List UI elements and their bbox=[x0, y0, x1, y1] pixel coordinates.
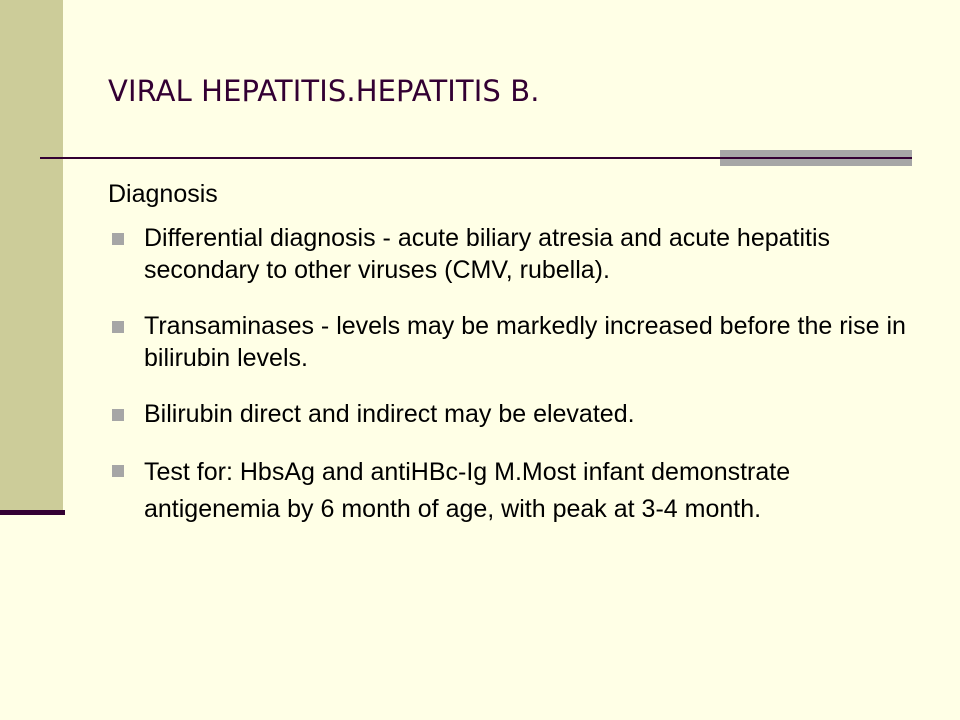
slide-title: VIRAL HEPATITIS.HEPATITIS B. bbox=[108, 74, 540, 108]
bullet-text: Transaminases - levels may be markedly increased before the rise in bilirubin levels. bbox=[144, 312, 906, 372]
bullet-item-transaminases bbox=[108, 310, 908, 374]
bullet-text: Differential diagnosis - acute biliary atresia and acute hepatitis secondary to other viruses (CMV, rubella). bbox=[144, 224, 831, 284]
square-bullet-icon bbox=[112, 465, 124, 477]
section-heading: Diagnosis bbox=[108, 180, 218, 208]
bullet-list bbox=[108, 222, 908, 552]
square-bullet-icon bbox=[112, 233, 124, 245]
square-bullet-icon bbox=[112, 409, 124, 421]
bullet-item-test-for bbox=[108, 454, 908, 528]
square-bullet-icon bbox=[112, 321, 124, 333]
bullet-text: Bilirubin direct and indirect may be elevated. bbox=[144, 400, 635, 428]
bullet-item-differential-diagnosis bbox=[108, 222, 908, 286]
side-decoration-band bbox=[0, 0, 63, 512]
bullet-text: Test for: HbsAg and antiHBc-Ig M.Most infant demonstrate antigenemia by 6 month of age, with peak at 3-4 month. bbox=[144, 458, 791, 523]
title-divider-accent-line bbox=[720, 157, 912, 159]
bullet-item-bilirubin bbox=[108, 398, 908, 430]
side-decoration-accent bbox=[0, 510, 65, 515]
